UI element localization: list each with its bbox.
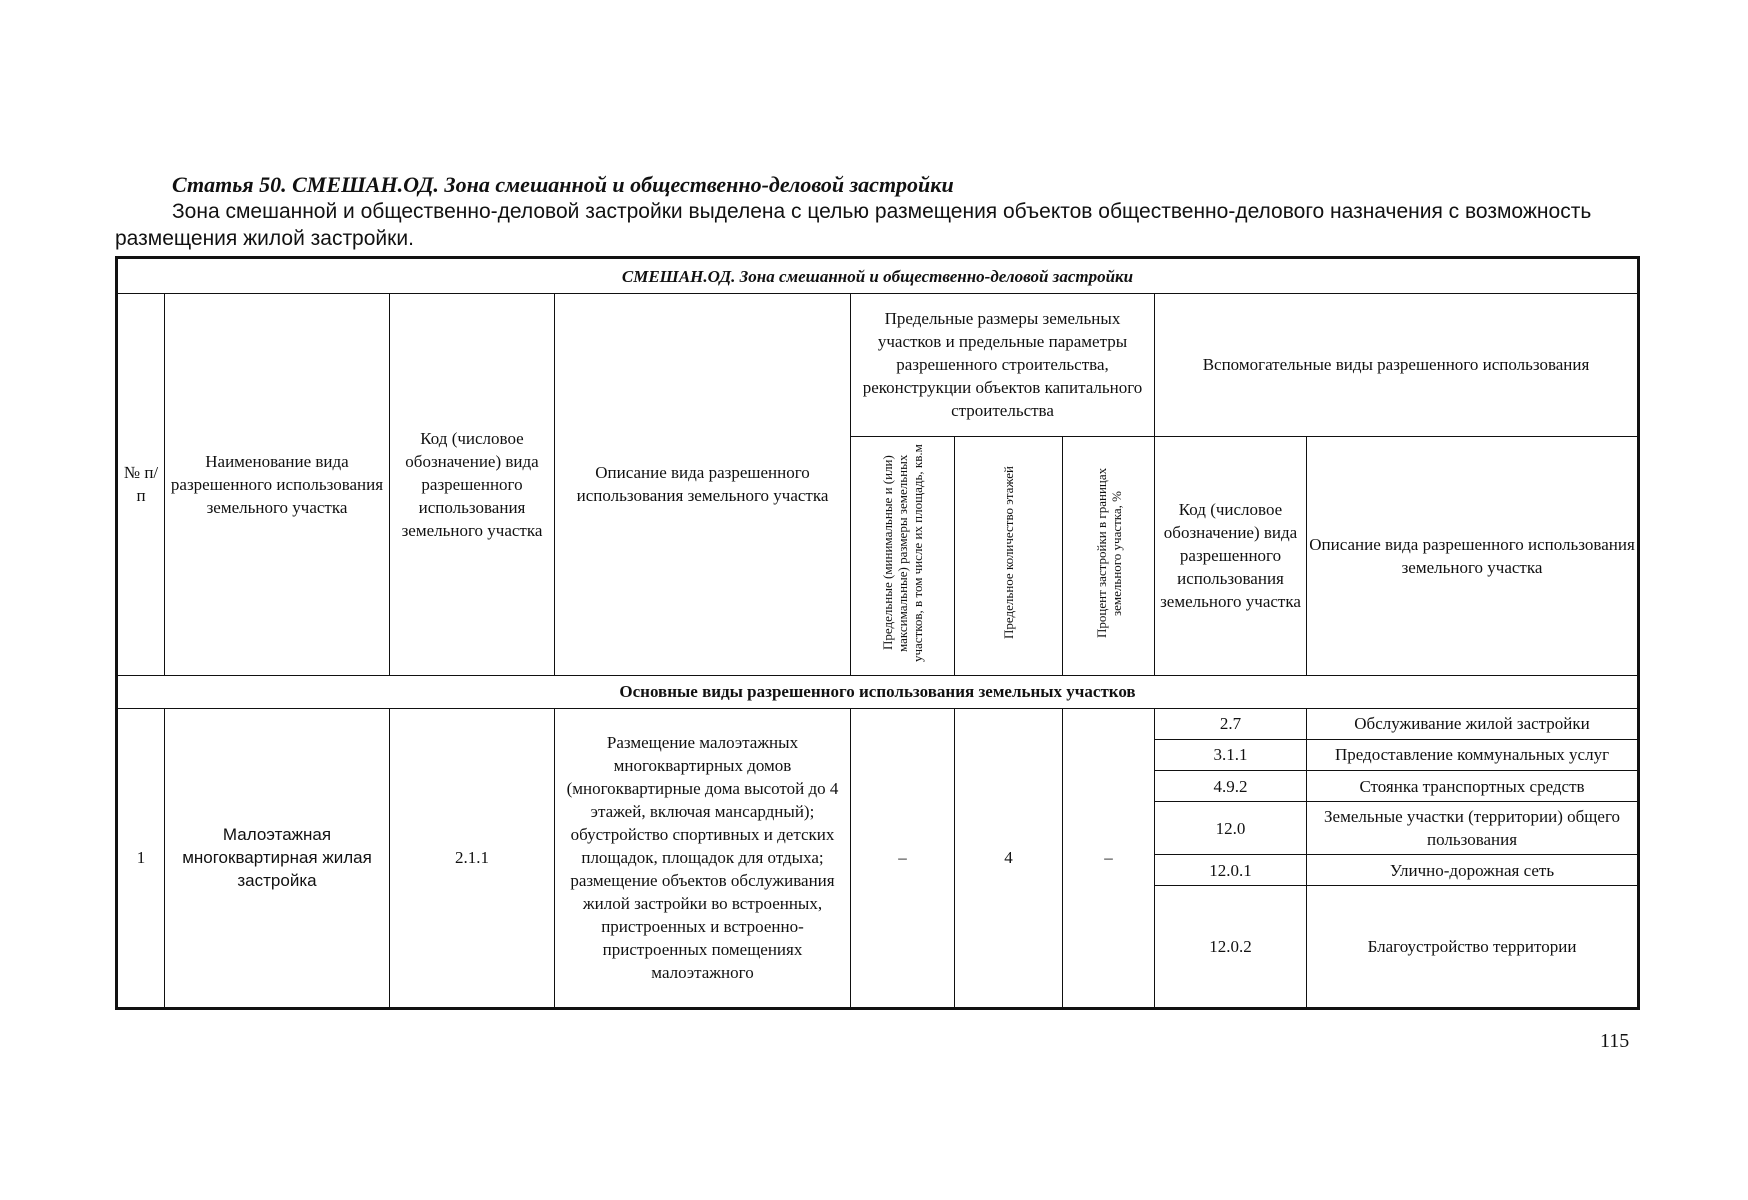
row-description: Размещение малоэтажных многоквартирных домов (многоквартирные дома высотой до 4 этажей, включая мансардный); обустройство спортивных и детских площадок, площадок для отдыха; размещение объектов обслуживания жилой застройки во встроенных, пристроенных и встроенно-пристроенных помещениях малоэтажного	[555, 708, 851, 1008]
row-percent: –	[1063, 708, 1155, 1008]
header-limit-floors	[955, 436, 1063, 675]
header-code: Код (числовое обозначение) вида разрешенного использования земельного участка	[390, 294, 555, 676]
aux-description: Обслуживание жилой застройки	[1307, 708, 1639, 739]
aux-code: 12.0.1	[1155, 855, 1307, 886]
header-limits-group: Предельные размеры земельных участков и предельные параметры разрешенного строительства, реконструкции объектов капитального строительства	[851, 294, 1155, 437]
header-aux-description: Описание вида разрешенного использования земельного участка	[1307, 436, 1639, 675]
header-limit-area	[851, 436, 955, 675]
header-num: № п/п	[117, 294, 165, 676]
table-title: СМЕШАН.ОД. Зона смешанной и общественно-деловой застройки	[117, 258, 1639, 294]
article-heading: Статья 50. СМЕШАН.ОД. Зона смешанной и общественно-деловой застройки	[172, 172, 954, 197]
header-limit-percent	[1063, 436, 1155, 675]
aux-description: Земельные участки (территории) общего пользования	[1307, 802, 1639, 855]
aux-code: 12.0.2	[1155, 886, 1307, 1009]
aux-description: Предоставление коммунальных услуг	[1307, 739, 1639, 770]
aux-code: 2.7	[1155, 708, 1307, 739]
header-name: Наименование вида разрешенного использования земельного участка	[165, 294, 390, 676]
row-num: 1	[117, 708, 165, 1008]
row-code: 2.1.1	[390, 708, 555, 1008]
aux-code: 12.0	[1155, 802, 1307, 855]
header-aux-code: Код (числовое обозначение) вида разрешенного использования земельного участка	[1155, 436, 1307, 675]
zone-table	[115, 256, 1640, 1010]
row-area: –	[851, 708, 955, 1008]
aux-code: 4.9.2	[1155, 771, 1307, 802]
header-aux-group: Вспомогательные виды разрешенного использования	[1155, 294, 1639, 437]
header-limit-area-text: Предельные (минимальные и (или) максимальные) размеры земельных участков, в том числе их площадь, кв.м	[880, 443, 925, 662]
header-limit-floors-text: Предельное количество этажей	[1001, 466, 1016, 640]
row-name: Малоэтажная многоквартирная жилая застройка	[165, 708, 390, 1008]
header-description: Описание вида разрешенного использования земельного участка	[555, 294, 851, 676]
page-number: 115	[1600, 1030, 1630, 1052]
aux-description: Благоустройство территории	[1307, 886, 1639, 1009]
aux-description: Стоянка транспортных средств	[1307, 771, 1639, 802]
article-intro: Зона смешанной и общественно-деловой застройки выделена с целью размещения объектов общественно-делового назначения с возможность размещения жилой застройки.	[115, 200, 1592, 250]
table-row	[117, 708, 1639, 739]
aux-description: Улично-дорожная сеть	[1307, 855, 1639, 886]
row-floors: 4	[955, 708, 1063, 1008]
aux-code: 3.1.1	[1155, 739, 1307, 770]
header-limit-percent-text: Процент застройки в границах земельного участка, %	[1093, 467, 1124, 638]
section-main-uses: Основные виды разрешенного использования земельных участков	[117, 675, 1639, 708]
